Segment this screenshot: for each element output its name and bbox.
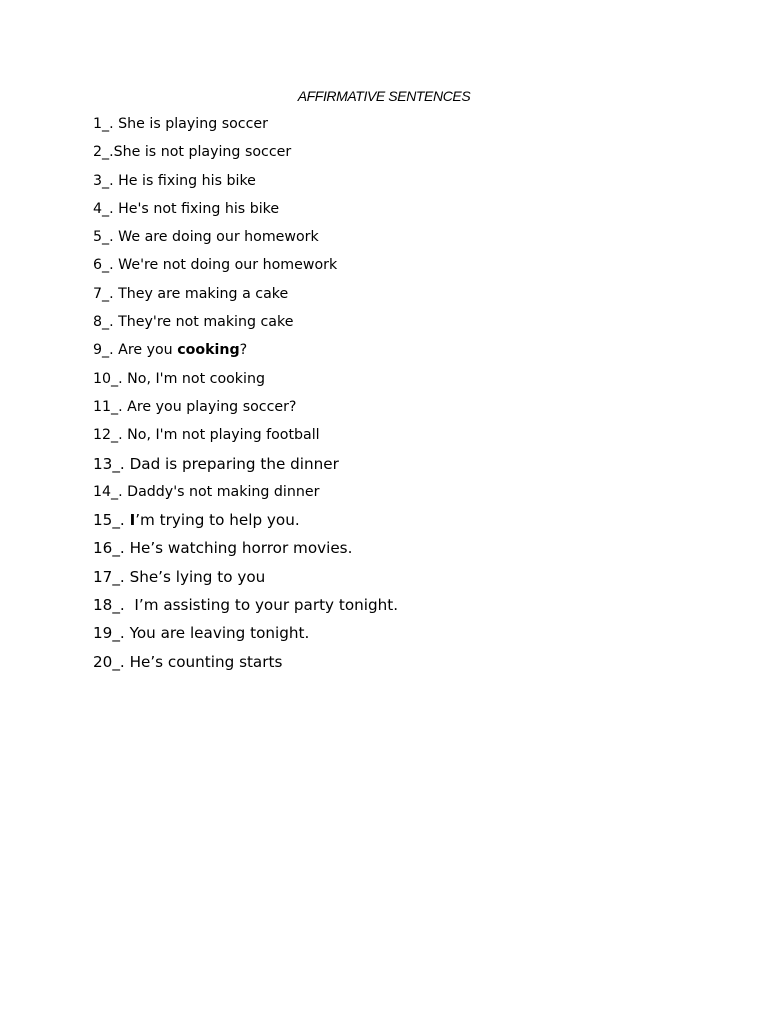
sentence-16	[93, 537, 398, 565]
sentence-11	[93, 396, 398, 424]
sentence-text-tail: ’m trying to help you.	[135, 511, 300, 530]
sentence-13	[93, 453, 398, 481]
sentence-text: 9_. Are you	[93, 342, 178, 359]
sentence-4	[93, 198, 398, 226]
sentence-text: 13_. Dad is preparing the dinner	[93, 454, 339, 473]
sentence-text: 15_.	[93, 511, 130, 530]
sentence-bold-word: I	[129, 511, 136, 530]
sentence-text: 20_. He’s counting starts	[93, 652, 283, 671]
sentence-text: 5_. We are doing our homework	[93, 229, 319, 246]
sentence-text: 6_. We're not doing our homework	[93, 257, 338, 274]
sentence-3	[93, 170, 398, 198]
sentence-18	[93, 594, 398, 622]
sentence-10	[93, 368, 398, 396]
sentence-list	[93, 113, 398, 679]
sentence-text: 7_. They are making a cake	[93, 285, 289, 302]
sentence-17	[93, 566, 398, 594]
sentence-15	[93, 509, 398, 537]
sentence-text: 1_. She is playing soccer	[93, 116, 268, 132]
document-title: AFFIRMATIVE SENTENCES	[297, 88, 471, 104]
sentence-text: 3_. He is fixing his bike	[93, 172, 256, 189]
sentence-9	[93, 339, 398, 367]
sentence-text-tail: ?	[239, 342, 248, 359]
sentence-text: 2_.She is not playing soccer	[93, 144, 292, 161]
sentence-text: 11_. Are you playing soccer?	[93, 398, 297, 415]
sentence-text: 17_. She’s lying to you	[93, 567, 266, 586]
sentence-12	[93, 424, 398, 452]
sentence-8	[93, 311, 398, 339]
sentence-text: 8_. They're not making cake	[93, 314, 294, 331]
sentence-text: 19_. You are leaving tonight.	[93, 624, 310, 643]
sentence-bold-word: cooking	[177, 342, 240, 359]
sentence-text: 18_. I’m assisting to your party tonight.	[93, 596, 399, 615]
sentence-text: 14_. Daddy's not making dinner	[93, 483, 320, 500]
sentence-19	[93, 622, 398, 650]
sentence-text: 12_. No, I'm not playing football	[93, 427, 320, 444]
sentence-5	[93, 226, 398, 254]
sentence-text: 10_. No, I'm not cooking	[93, 370, 265, 387]
sentence-text: 16_. He’s watching horror movies.	[93, 539, 353, 558]
sentence-1	[93, 113, 398, 141]
sentence-7	[93, 283, 398, 311]
sentence-20	[93, 651, 398, 679]
sentence-6	[93, 254, 398, 282]
sentence-14	[93, 481, 398, 509]
sentence-text: 4_. He's not fixing his bike	[93, 200, 280, 217]
sentence-2	[93, 141, 398, 169]
